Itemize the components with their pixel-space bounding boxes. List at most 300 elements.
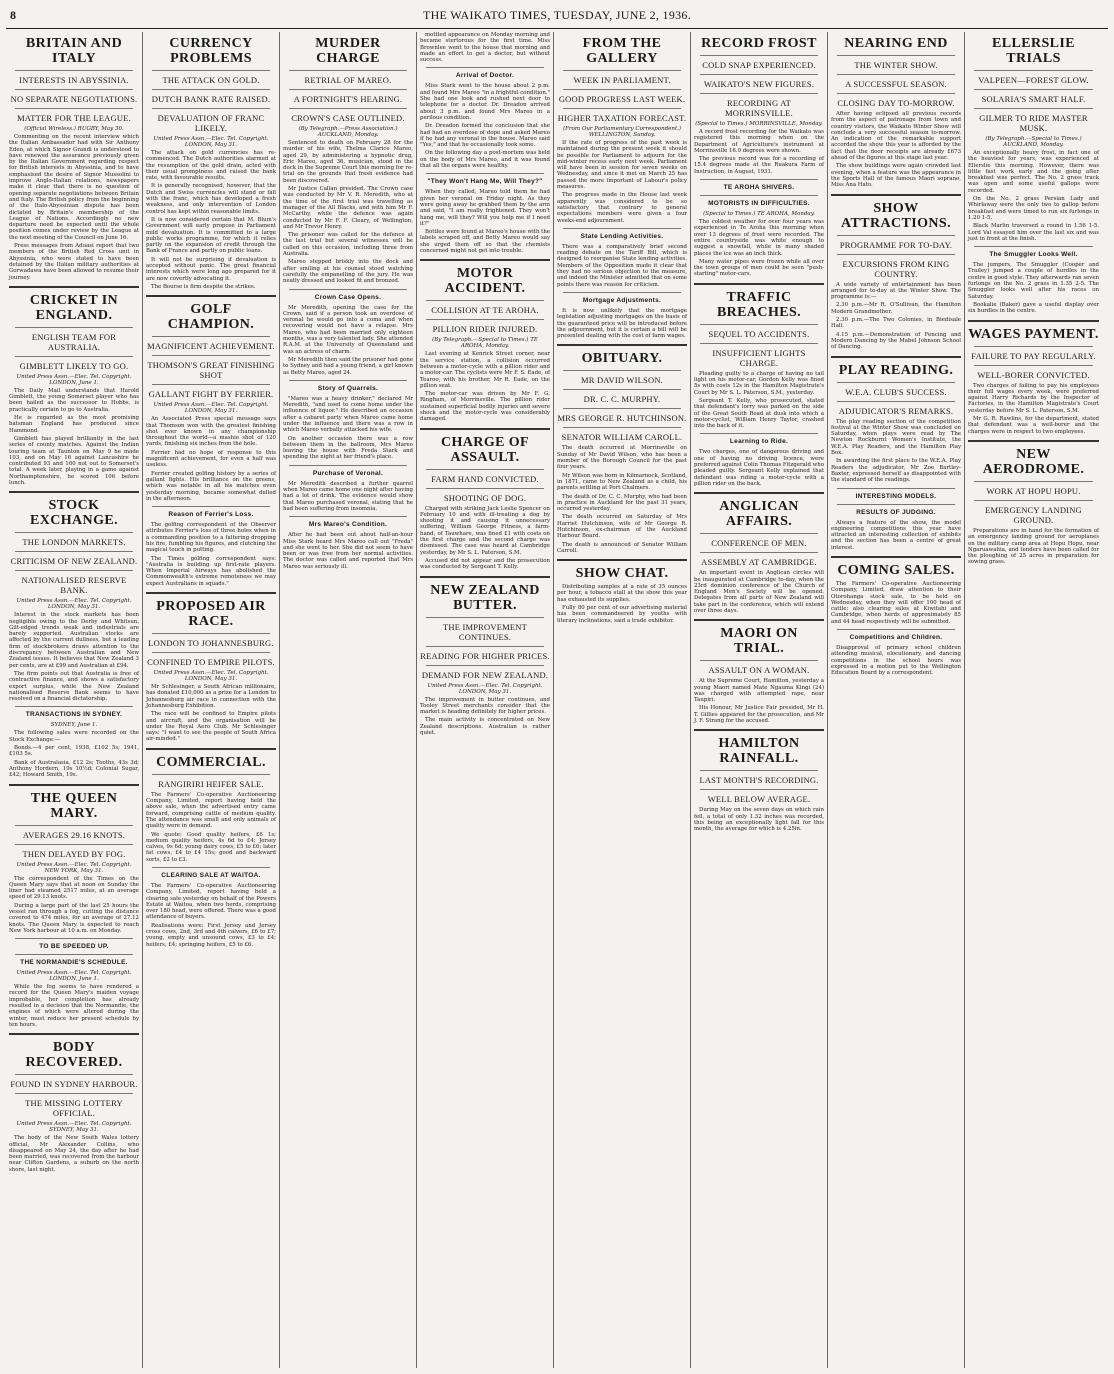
article-dateline: United Press Assn.—Elec. Tel. Copyright. SYDNEY, May 31.	[16, 1121, 132, 1134]
article-headline: MAORI ON TRIAL.	[720, 626, 798, 657]
article-paragraph: Sentenced to death on February 28 for the murder of his wife, Thelma Clarice Mareo, aged 29, by administering a hypnotic drug, Eric Mareo, aged 36, musician, stood in the dock in the Supreme Court this morning for re-trial on the grounds that fresh evidence had been discovered.	[283, 140, 413, 184]
article-deck: GILMER TO RIDE MASTER MUSK.	[979, 113, 1088, 133]
article-paragraph: On the No. 2 grass Persian Lady and Whirlaway were the only two to gallop before breakfast and were timed to run six furlongs in 1.20 1-5.	[968, 196, 1099, 221]
article-headline: PLAY READING.	[838, 362, 954, 378]
article-dateline: (By Telegraph.—Special to Times.) AUCKLAND, Monday.	[985, 136, 1082, 148]
article-divider	[420, 576, 550, 578]
deck-rule	[15, 327, 133, 328]
article-paragraph: Bottles were found at Mareo's house with the labels scraped off, and Betty Mareo would say she urged them off so that the chemists concerned might not get into trouble.	[420, 229, 550, 255]
article-paragraph: "Mareo was a heavy drinker," declared Mr Meredith, "and used to come home under the influence of liquor." He described an occasion after a cabaret party when Mareo came home under the influence and there was a row in which Mareo verbally attacked his wife.	[283, 395, 413, 434]
article-deck: RECORDING AT MORRINSVILLE.	[724, 98, 793, 118]
deck-rule	[563, 70, 681, 71]
deck-rule	[563, 427, 681, 428]
article	[557, 292, 687, 339]
article-deck: FOUND IN SYDNEY HARBOUR.	[10, 1079, 138, 1090]
article-deck: "They Won't Hang Me, Will They?"	[427, 178, 543, 186]
deck-rule	[837, 382, 955, 383]
column-2	[143, 32, 280, 1368]
deck-rule	[15, 551, 133, 552]
article-paragraph: Charged with striking Jack Leslie Spencer on February 10 and with ill-treating a dog by shooting it and causing it unnecessary suffering, William George Fitness, a farm-hand, of Tauwhare, was fined £1 with costs on the first charge and the second charge was dismissed. The case was heard at Cambridge yesterday, by Mr S. L. Paterson, S.M.	[420, 505, 550, 556]
article	[283, 516, 413, 570]
deck-rule	[974, 481, 1093, 482]
article	[9, 706, 139, 778]
deck-rule	[974, 246, 1093, 247]
article-deck: THEN DELAYED BY FOG.	[22, 848, 126, 859]
newspaper-title: THE WAIKATO TIMES, TUESDAY, JUNE 2, 1936.	[422, 8, 692, 22]
columns-container	[6, 32, 1108, 1368]
article-headline: ELLERSLIE TRIALS	[992, 36, 1075, 66]
article	[694, 492, 824, 614]
deck-rule	[700, 343, 818, 344]
deck-rule	[289, 89, 407, 90]
article-paragraph: It is now considered certain that M. Blum's Government will early propose in Parliament mild devaluation. It is committed to a large public works programme, for which it relies partly on the expansion of credit through the Bank of France and partly on public loans.	[146, 216, 276, 255]
deck-rule	[15, 356, 133, 357]
article-paragraph: The main activity is concentrated on New Zealand descriptions. Australian is rather quiet.	[420, 717, 550, 737]
article-deck: Mrs Mareo's Condition.	[308, 521, 388, 529]
article-headline: FROM THE GALLERY	[582, 36, 662, 66]
deck-rule	[289, 380, 407, 381]
deck-rule	[700, 55, 818, 56]
column-4	[417, 32, 554, 1368]
deck-rule	[289, 108, 407, 109]
article-paragraph: Fully 80 per cent of our advertising material has been commandeered by youths with literary inclinations, said a trade exhibitor.	[557, 605, 687, 624]
column-7	[828, 32, 965, 1368]
article-headline: THE QUEEN MARY.	[30, 790, 118, 821]
article-divider	[694, 492, 824, 494]
article-deck: Crown Case Opens.	[314, 293, 382, 301]
article-deck: CRITICISM OF NEW ZEALAND.	[10, 556, 138, 567]
article-headline: COMING SALES.	[837, 562, 955, 578]
article-paragraph: The Farmers' Co-operative Auctioneering Company, Limited, report having held the above sale, when the advertised entry came forward, comprising cattle of medium quality. The attendance was small and only animals of quality were in demand.	[146, 791, 276, 830]
article-headline: CHARGE OF ASSAULT.	[441, 434, 529, 465]
article-paragraph: The coldest weather for over four years was experienced in Te Aroha this morning when over 13 degrees of frost were recorded. The entire countryside was white enough to suggest a snowfall, while in many shaded places the ice was an inch thick.	[694, 219, 824, 257]
deck-rule	[974, 346, 1093, 347]
article-headline: SHOW ATTRACTIONS.	[841, 200, 951, 231]
article-paragraph: The body of the New South Wales lottery official, Mr Alexander Collins, who disappeared on May 24, the day after he had been married, was recovered from the harbour near Clifton Gardens, a suburb on the north shore, last night.	[9, 1135, 139, 1173]
article-dateline: (By Telegraph.—Press Association.) AUCKLAND, Monday.	[298, 126, 398, 138]
deck-rule	[700, 324, 818, 325]
deck-rule	[15, 1093, 133, 1094]
deck-rule	[426, 488, 544, 489]
article-deck: W.E.A. CLUB'S SUCCESS.	[845, 386, 947, 397]
column-6	[691, 32, 828, 1368]
article	[694, 433, 824, 487]
article-dateline: (Special to Times.) TE AROHA, Monday.	[703, 211, 815, 218]
article-headline: BODY RECOVERED.	[25, 1040, 123, 1071]
article-paragraph: After he had been out about half-an-hour Miss Stark heard Mrs Mareo call out "Freda" and she went to her. She did not seem to have been or was free from her normal activities. The doctor was called and reported that Mrs Mareo was seriously ill.	[283, 532, 413, 570]
article-dateline: (From Our Parliamentary Correspondent.) WELLINGTON, Sunday.	[562, 126, 682, 138]
article	[146, 295, 276, 502]
article-paragraph: Ferrier created golfing history by a series of gallant fights. His brilliance on the greens, which was notable in all his matches even yesterday morning, became somewhat dulled in the afternoon.	[146, 470, 276, 502]
article-deck: ASSEMBLY AT CAMBRIDGE.	[701, 557, 817, 568]
deck-rule	[15, 706, 133, 707]
article	[9, 36, 139, 281]
article-paragraph: Mareo stepped briskly into the dock and after smiling at his counsel stood watching carefully the empanelling of the jury. He was neatly dressed and looked fit and bronzed.	[283, 259, 413, 285]
deck-rule	[15, 825, 133, 826]
article	[831, 556, 961, 625]
deck-rule	[152, 652, 270, 653]
article-deck: TRANSACTIONS IN SYDNEY.	[25, 711, 123, 719]
article-paragraph: The Bourse is firm despite the strikes.	[151, 283, 256, 290]
deck-rule	[837, 235, 955, 236]
article-deck: GOOD PROGRESS LAST WEEK.	[558, 94, 686, 104]
article-dateline: United Press Assn.—Elec. Tel. Copyright. LONDON, May 31.	[16, 598, 132, 611]
article-deck: DEMAND FOR NEW ZEALAND.	[421, 669, 549, 680]
article-paragraph: Bonds.—4 per cent, 1938, £102 5s; 1941, £103 5s.	[9, 745, 139, 758]
article-dateline: (Special to Times.) MORRINSVILLE, Monday.	[695, 121, 823, 127]
article-paragraph: There was a comparatively brief second reading debate on the Tariff Bill, which is designed to reorganise State lending activities. Members of the Opposition made it clear that they had no serious objection to the measure, and indeed the Minister admitted that on some points there was reason for criticism.	[557, 243, 687, 288]
article-deck: AVERAGES 29.16 KNOTS.	[22, 829, 126, 840]
article	[420, 173, 550, 254]
article-paragraph: Interest in the stock markets has been negligible owing to the Derby and Whitsun. Gilt-edged trends weak and industrials are barely supported. Australian stocks are affected by the current dullness, but a leading firm of stockbrokers draws attention to the discrepancy between Australian and New Zealand issues. It believes that New Zealand 3 per cents, are at £99 and Australian at £94.	[9, 612, 139, 669]
article-paragraph: After having eclipsed all previous records from the aspect of patronage from town and country visitors, the Waikato Winter Show will conclude a very successful season to-morrow. An indication of the remarkable support accorded the show this year is afforded by the fact that the door receipts are already £673 ahead of the figures at this stage last year.	[831, 111, 961, 162]
article-paragraph: The correspondent of the Times on the Queen Mary says that at noon on Sunday the liner had steamed 2517 miles, at an average speed of 29.13 knots.	[9, 875, 139, 901]
article-deck: WELL-BORER CONVICTED.	[977, 369, 1090, 380]
article-paragraph: The Farmers' Co-operative Auctioneering Company, Limited, draw attention to their Otorohanga stock sale, to be held on Wednesday, when they will offer 100 head of cattle; also clearing sales at Kiwitahi and Cambridge, when herds of approximately 85 and 44 head respectively will be submitted.	[831, 580, 961, 625]
article-headline: COMMERCIAL.	[156, 754, 266, 770]
article-paragraph: mottled appearance on Monday morning and became stertorous for the first time. Miss Brownlee went to the house that morning and made an effort to get a doctor, but without success.	[420, 32, 550, 64]
article-paragraph: Ferrier had no hope of response to this magnificent achievement, for even a half was useless.	[146, 449, 276, 469]
article-deck: CLOSING DAY TO-MORROW.	[837, 98, 955, 108]
deck-rule	[700, 770, 818, 771]
article-paragraph: The previous record was for a recording of 15.4 degrees made at the Ruakura Farm of Instruction, in August, 1931.	[694, 156, 824, 175]
deck-rule	[15, 844, 133, 845]
article-deck: INTERESTS IN ABYSSINIA.	[19, 75, 129, 85]
deck-rule	[426, 646, 544, 647]
article-deck: INSUFFICIENT LIGHTS CHARGE.	[712, 347, 806, 368]
article-paragraph: He is regarded as the most promising batsman England has produced since Hammond.	[9, 415, 139, 434]
article-deck: Purchase of Veronal.	[312, 469, 384, 477]
article	[968, 246, 1099, 314]
deck-rule	[700, 195, 818, 196]
article-deck: READING FOR HIGHER PRICES.	[420, 650, 550, 661]
deck-rule	[15, 89, 133, 90]
article-divider	[968, 440, 1099, 442]
article-paragraph: Mr Meredith, opening the case for the Crown, said if a person took an overdose of veronal he would go into a coma and when recovering would not have a relapse. Mrs Mareo, who had been married only eighteen months, was a very talented lady. She attended R.A.M. at the University of Queensland and was an actress of charm.	[283, 304, 413, 355]
article	[694, 36, 824, 175]
article-deck: DR. C. C. MURPHY.	[583, 394, 661, 405]
deck-rule	[563, 292, 681, 293]
deck-rule	[289, 70, 407, 71]
article-headline: NEW ZEALAND BUTTER.	[430, 582, 540, 613]
article-paragraph: The play reading section of the competition festival at the Winter Show was concluded on Saturday, when plays were read by The Newton Rockburnt Women's Institute, the W.E.A. Play Readers, and the Hamilton Play Box.	[831, 418, 961, 457]
deck-rule	[289, 465, 407, 466]
article	[968, 440, 1099, 566]
article-dateline: United Press Assn.—Elec. Tel. Copyright. LONDON, May 31.	[427, 682, 543, 695]
article-paragraph: Preparations are in hand for the formation of an emergency landing ground for aeroplanes on the military camp area at Hopu Hopu, near Ngaruawahia, and tenders have been called for the ploughing of 25 acres in preparation for sowing grass.	[968, 527, 1099, 566]
article-paragraph: Pleading guilty to a charge of having no tail light on his motor-car, Gordon Kelly was fined 5s with costs 12s in the Hamilton Magistrate's Court by Mr S. L. Paterson, S.M., yesterday.	[694, 370, 824, 396]
article-paragraph: It is now unlikely that the mortgage legislation adjusting mortgages on the basis of the guaranteed price will be introduced before the adjournment, but it is certain a bill will be presented dealing with the cost of farm wages.	[557, 307, 687, 340]
article	[557, 36, 687, 224]
column-1	[6, 32, 143, 1368]
article-deck: RANGIRIRI HEIFER SALE.	[158, 778, 264, 789]
article	[9, 938, 139, 1028]
article-paragraph: It is generally recognised, however, that the Dutch and Swiss currencies will stand or fall with the franc, which has developed a fresh weakness, and only intervention of London control has kept within reasonable limits.	[146, 183, 276, 215]
masthead-rule	[6, 28, 1108, 29]
deck-rule	[700, 433, 818, 434]
article-headline: OBITUARY.	[581, 351, 663, 367]
article-paragraph: Press messages from Aduasi report that two members of the British Red Cross unit in Abyssinia, who were stated to have been detained by the Italian military authorities at Gorwadawa have been allowed to resume their journey.	[9, 243, 139, 281]
article-paragraph: Two charges of failing to pay his employees their full wages every week, were preferred against Harry Richards by the Inspector of Factories, in the Hamilton Magistrate's Court yesterday before Mr S. L. Paterson, S.M.	[968, 382, 1099, 414]
article	[283, 380, 413, 461]
article-paragraph: At the Supreme Court, Hamilton, yesterday a young Maori named Mate Ngauma Kingi (24) was charged with attempted rape, near Taupiri.	[694, 678, 824, 704]
article-deck: THE LONDON MARKETS.	[22, 537, 126, 548]
deck-rule	[837, 74, 955, 75]
article	[146, 506, 276, 587]
article-deck: MAGNIFICENT ACHIEVEMENT.	[147, 341, 275, 352]
article-paragraph: His Honour, Mr Justice Fair presided, Mr H. T. Gillies appeared for the prosecution, and Mr J. F. Strang for the accused.	[694, 705, 824, 725]
article	[146, 748, 276, 863]
article-deck: A FORTNIGHT'S HEARING.	[293, 94, 403, 104]
article-deck: ENGLISH TEAM FOR AUSTRALIA.	[31, 331, 117, 352]
article-headline: RECORD FROST	[701, 36, 817, 51]
deck-rule	[700, 660, 818, 661]
article	[420, 576, 550, 737]
article-deck: HIGHER TAXATION FORECAST.	[557, 113, 687, 123]
article-paragraph: It will not be surprising if devaluation is accepted without panic. The great financial interests which were long ago prepared for it are now covertly advocating it.	[146, 256, 276, 282]
article-dateline: (By Telegraph.—Special to Times.) TE AROHA, Monday.	[432, 337, 538, 350]
deck-rule	[152, 774, 270, 775]
deck-rule	[837, 254, 955, 255]
deck-rule	[426, 617, 544, 618]
deck-rule	[15, 1074, 133, 1075]
deck-rule	[837, 55, 955, 56]
article-headline: STOCK EXCHANGE.	[30, 498, 118, 529]
article-paragraph: The Farmers' Co-operative Auctioneering Company, Limited, report having held a clearing sale yesterday on behalf of the Powers Estate at Waitoa, when two herds, comprising over 180 head, were offered. There was a good attendance of buyers.	[146, 883, 276, 921]
article-divider	[694, 283, 824, 285]
article-deck: THE IMPROVEMENT CONTINUES.	[443, 621, 527, 642]
article-deck: RETRIAL OF MAREO.	[304, 75, 392, 85]
article-deck: TE AROHA SHIVERS.	[723, 184, 795, 192]
article	[420, 259, 550, 422]
article-deck: Mortgage Adjustments.	[582, 296, 662, 304]
article	[9, 784, 139, 935]
article-paragraph: The race will be confined to Empire pilots and aircraft, and the organisation will be under the Royal Aero Club. Mr Schlesinger says: "I want to see the people of South Africa air-minded."	[146, 711, 276, 743]
article-deck: FAILURE TO PAY REGULARLY.	[971, 350, 1096, 361]
article-paragraph: Miss Stark went to the house about 2 p.m. and found Mrs Mareo "in a frightful condition." She had one look and rushed next door to telephone for a doctor. Dr. Dreadon arrived about 3 p.m. and found Mrs Mareo in a perilous condition.	[420, 83, 550, 121]
article-deck: Story of Quarrels.	[317, 384, 379, 392]
article-deck: DEVALUATION OF FRANC LIKELY.	[157, 113, 265, 133]
article-headline: ANGLICAN AFFAIRS.	[719, 499, 799, 530]
article-deck: SHOOTING OF DOG.	[443, 492, 527, 503]
article-paragraph: A wide variety of entertainment has been arranged for to-day at the Winter Show. The programme is:—	[831, 281, 961, 301]
article-deck: DUTCH BANK RATE RAISED.	[151, 94, 271, 104]
article-deck: PILLION RIDER INJURED.	[432, 324, 538, 335]
article-paragraph: During May on the seven days on which rain fell, a total of only 1.32 inches was recorded, this being an exceptionally light fall for this month, the average for which is 4.25in.	[694, 807, 824, 833]
article-paragraph: The firm points out that Australia is free of contractive finance, and shows a satisfactory export surplus, while the New Zealand nationalised Reserve Bank seems to have resolved on a financial dictatorship.	[9, 670, 139, 703]
article-paragraph: 4.15 p.m.—Demonstration of Fencing and Modern Dancing by the Mabel Johnson School of Dancing.	[831, 331, 961, 351]
article	[694, 283, 824, 430]
article-paragraph: Last evening at Kenrick Street corner, near the service station, a collision occurred between a motor-cycle with a pillion rider and a motor-car. The cyclists were Mr F. S. Eade, of Tearoo, with his brother, Mr R. Eade, on the pillion seat.	[420, 351, 550, 389]
article-paragraph: 2.30 p.m.—Mr R. O'Sullivan, the Hamilton Modern Grandmother.	[831, 302, 961, 315]
article-deck: PROGRAMME FOR TO-DAY.	[839, 239, 953, 250]
article	[420, 67, 550, 169]
article	[420, 32, 550, 63]
deck-rule	[700, 74, 818, 75]
article-divider	[831, 356, 961, 358]
article-headline: NEARING END	[844, 36, 948, 51]
article-deck: EMERGENCY LANDING GROUND.	[985, 504, 1082, 525]
article-divider	[968, 320, 1099, 322]
article-deck: THE WINTER SHOW.	[854, 60, 938, 70]
deck-rule	[563, 108, 681, 109]
article-deck: The Smuggler Looks Well.	[989, 251, 1078, 259]
article-deck: CROWN'S CASE OUTLINED.	[291, 113, 405, 123]
article	[831, 356, 961, 484]
article-deck: State Lending Activities.	[580, 232, 664, 240]
article-paragraph: Accused did not appear and the prosecution was conducted by Sergeant T. Kelly.	[420, 557, 550, 571]
article-divider	[9, 1033, 139, 1035]
article-deck: MRS GEORGE R. HUTCHINSON.	[557, 413, 687, 424]
article-paragraph: The improvement in butter continues, and Tooley Street merchants consider that the market is heading definitely for higher prices.	[420, 696, 550, 716]
article	[283, 36, 413, 285]
article-headline: MOTOR ACCIDENT.	[444, 266, 526, 297]
deck-rule	[289, 516, 407, 517]
article-divider	[420, 428, 550, 430]
article-paragraph: An important event in Anglican circles will be inaugurated at Cambridge to-day, when the 23rd dominion conference of the Church of England Men's Society will be opened. Delegates from all parts of New Zealand will take part in the conference, which will extend over three days.	[694, 570, 824, 614]
article-paragraph: Bookalie (Baker) gave a useful display over six hurdles in the centre.	[968, 301, 1099, 315]
article-paragraph: On another occasion there was a row between them in the ballroom, Mrs Mareo leaving the house with Freda Stark and spending the night at her friend's place.	[283, 435, 413, 461]
article-deck: SOLARIA'S SMART HALF.	[981, 94, 1086, 104]
article-divider	[831, 556, 961, 558]
deck-rule	[563, 370, 681, 371]
article-dateline: (Official Wireless.) RUGBY, May 30.	[24, 126, 124, 132]
article-deck: Learning to Ride.	[729, 438, 789, 446]
article-deck: MOTORISTS IN DIFFICULTIES.	[708, 200, 810, 208]
article-headline: CRICKET IN ENGLAND.	[29, 292, 119, 323]
article-deck: SEQUEL TO ACCIDENTS.	[708, 328, 810, 339]
article-deck: RESULTS OF JUDGING.	[856, 508, 936, 516]
article	[831, 629, 961, 676]
article-deck: Reason of Ferrier's Loss.	[168, 511, 254, 519]
article-deck: CLEARING SALE AT WAITOA.	[161, 872, 261, 879]
article	[831, 488, 961, 551]
article	[557, 344, 687, 554]
article-divider	[9, 286, 139, 288]
column-5	[554, 32, 691, 1368]
article-paragraph: The golfing correspondent of the Observer attributes Ferrier's loss of three holes when in a commanding position to a faltering dropping his fire, fumbling his figures, and clutching the magical touch in putting.	[146, 522, 276, 554]
deck-rule	[837, 401, 955, 402]
deck-rule	[700, 533, 818, 534]
deck-rule	[15, 532, 133, 533]
article	[146, 867, 276, 948]
deck-rule	[837, 93, 955, 94]
deck-rule	[426, 469, 544, 470]
article-deck: INTERESTING MODELS.	[855, 492, 937, 500]
article-headline: TRAFFIC BREACHES.	[716, 289, 802, 320]
article-dateline: United Press Assn.—Elec. Tel. Copyright. LONDON, May 31.	[153, 136, 269, 148]
deck-rule	[152, 633, 270, 634]
article-deck: MATTER FOR THE LEAGUE.	[17, 113, 131, 123]
deck-rule	[289, 289, 407, 290]
article-divider	[146, 592, 276, 594]
deck-rule	[563, 408, 681, 409]
article-headline: WAGES PAYMENT.	[968, 326, 1099, 342]
article-divider	[9, 784, 139, 786]
article-deck: WEEK IN PARLIAMENT.	[573, 75, 671, 85]
deck-rule	[563, 389, 681, 390]
article-paragraph: Black Marlin traversed a round in 1.56 1-5. Lord Val essayed him over the last six and was just in front at the finish.	[968, 223, 1099, 242]
article-dateline: United Press Assn.—Elec. Tel. Copyright. LONDON, June 1.	[16, 970, 132, 983]
article-paragraph: Distributing samples at a rate of 35 ounces per hour, a tobacco stall at the show this year has exhausted its supplies.	[557, 584, 687, 603]
deck-rule	[700, 179, 818, 180]
article-divider	[694, 729, 824, 731]
article-deck: COLLISION AT TE AROHA.	[431, 305, 539, 316]
article	[694, 619, 824, 724]
deck-rule	[426, 300, 544, 301]
article-paragraph: The following sales were recorded on the Stock Exchange:—	[9, 730, 139, 743]
page-number: 8	[10, 8, 17, 22]
article-divider	[831, 194, 961, 196]
article-deck: WORK AT HOPU HOPU.	[986, 485, 1081, 496]
article-deck: CONFINED TO EMPIRE PILOTS.	[147, 657, 275, 668]
article-paragraph: Two charges, one of dangerous driving and one of having no driving licence, were preferred against Colin Thomas Fitzgerald who pleaded guilty. Sergeant Kelly explained that defendant was riding a motor-cycle with a pillion rider on the back.	[694, 449, 824, 487]
article-paragraph: Bank of Australasia, £12 2s; Tooths, 43s 3d; Anthony Hordern, 19s 10½d; Colonial Sugar, £42; Howard Smith, 19s.	[9, 759, 139, 779]
article-paragraph: The death occurred at Morrinsville on Sunday of Mr David Wilson, who has been a member of the Borough Council for the past four years.	[557, 445, 687, 471]
article-dateline: United Press Assn.—Elec. Tel. Copyright. NEW YORK, May 31.	[16, 861, 132, 874]
article	[557, 559, 687, 624]
article-deck: WELL BELOW AVERAGE.	[707, 794, 811, 805]
article-paragraph: Mr Wilson was born in Kilmarnock, Scotland, in 1871, came to New Zealand as a child, his parents settling at Port Chalmers.	[557, 472, 687, 492]
deck-rule	[426, 173, 544, 174]
deck-rule	[974, 108, 1093, 109]
article-paragraph: The death of Dr. C. C. Murphy, who had been in practice in Auckland for the past 31 years, occurred yesterday.	[557, 493, 687, 513]
article-paragraph: Mr Schlesinger, a South African millionaire, has donated £10,000 as a prize for a London to Johannesburg air race in connection with the Johannesburg Exhibition.	[146, 684, 276, 709]
deck-rule	[15, 570, 133, 571]
article-headline: GOLF CHAMPION.	[167, 302, 255, 333]
article-deck: GIMBLETT LIKELY TO GO.	[19, 360, 129, 371]
deck-rule	[152, 108, 270, 109]
article-deck: COLD SNAP EXPERIENCED.	[702, 60, 816, 70]
article-deck: THE NORMANDIE'S SCHEDULE.	[20, 959, 128, 967]
article-paragraph: The Times golfing correspondent says: "Australia is building up first-rate players. When Imperial Airways has abolished the Commonwealth's extreme remoteness we may expect Australians in squads."	[146, 555, 276, 587]
article-deck: Competitions and Children.	[849, 634, 943, 642]
deck-rule	[563, 228, 681, 229]
deck-rule	[15, 954, 133, 955]
article-deck: ASSAULT ON A WOMAN.	[708, 665, 810, 676]
article-divider	[694, 619, 824, 621]
article-paragraph: Sergeant T. Kelly, who prosecuted, stated that defendant's lorry was parked on the side of the Great South Road at dusk into which a motor-cyclist, William Henry Taylor, crashed into the back of it.	[694, 397, 824, 430]
article-deck: THOMSON'S GREAT FINISHING SHOT	[147, 360, 275, 381]
article-paragraph: 2.30 p.m.—The Two Colonies, in Biedisale Hall.	[831, 317, 961, 330]
article-divider	[557, 344, 687, 346]
article-paragraph: The show buildings were again crowded last evening, when a feature was the appearance in the Sports Hall of the famous Maori soprano, Miss Ana Hato.	[831, 163, 961, 189]
article	[968, 36, 1099, 242]
deck-rule	[426, 665, 544, 666]
article-deck: Arrival of Doctor.	[455, 72, 515, 80]
article-headline: HAMILTON RAINFALL.	[718, 736, 800, 767]
article	[146, 36, 276, 290]
article-deck: CONFERENCE OF MEN.	[711, 538, 807, 549]
article	[9, 491, 139, 702]
article-paragraph: An exceptionally heavy frost, in fact one of the heaviest for years, was experienced at Ellerslie this morning. However, there was little fast work early and the going after breakfast was perfect. The No. 2 grass track was open and some useful gallops were recorded.	[968, 150, 1099, 194]
article	[694, 179, 824, 278]
masthead	[0, 0, 1114, 30]
article-paragraph: The jumpers, The Smuggler (Cooper and Trailey) jumped a couple of hurdles in the centre in good style. They afterwards ran seven furlongs on the No. 2 grass in 1.35 2-5. The Smuggler looks well after his races on Saturday.	[968, 262, 1099, 300]
article-divider	[9, 491, 139, 493]
deck-rule	[426, 319, 544, 320]
article-paragraph: Mr Justice Callan presided. The Crown case was conducted by Mr V. R. Meredith, who at the time of the first trial was travelling as manager of the All Blacks, and with him Mr F. McCarthy, while the defence was again conducted by Mr F. F. Cleary, of Wellington, and Mr Trevor Henry.	[283, 186, 413, 230]
article	[9, 1033, 139, 1173]
article-divider	[146, 295, 276, 297]
article-paragraph: While the fog seems to have rendered a record for the Queen Mary's maiden voyage improbable, her completion has already resulted in a decision that the Normandie, the engines of which were altered during the winter, must reduce her present schedule by ten hours.	[9, 984, 139, 1028]
article-paragraph: Mr Meredith then said the prisoner had gone to Sydney and had a young friend, a girl known as Betty Mareo, aged 24.	[283, 356, 413, 376]
article-deck: NATIONALISED RESERVE BANK.	[21, 575, 127, 596]
deck-rule	[563, 89, 681, 90]
article	[831, 194, 961, 351]
article-headline: CURRENCY PROBLEMS	[169, 36, 253, 66]
article-paragraph: The motor-car was driven by Mr F. G. Ringham, of Morrinsville. The pillion rider sustained superficial bodily injuries and severe shock and the motor-cycle was considerably damaged.	[420, 391, 550, 423]
